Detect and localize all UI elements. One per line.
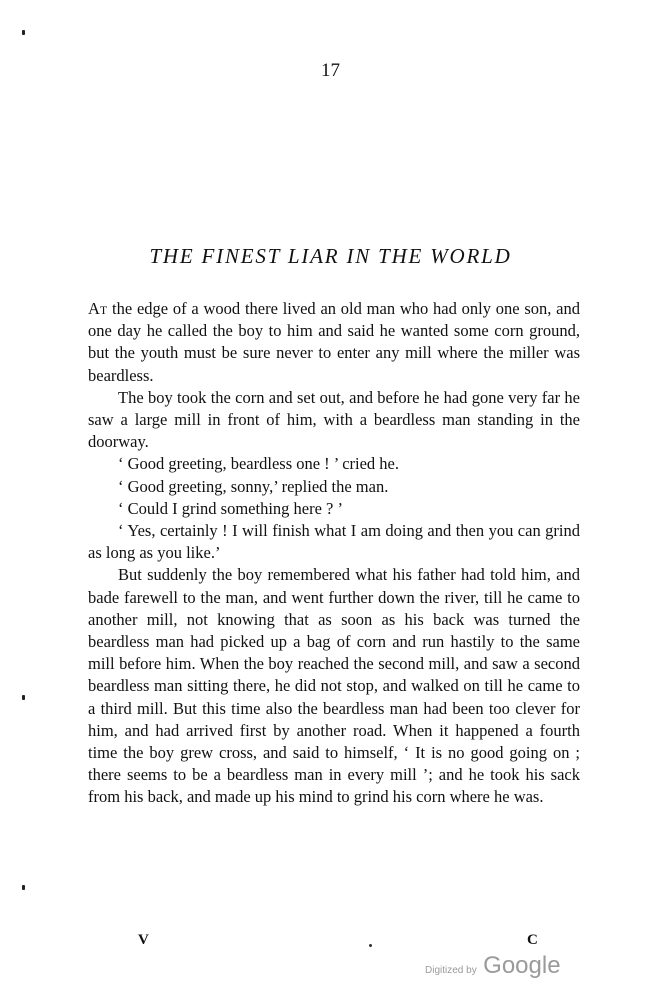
scan-mark (22, 695, 25, 700)
paragraph: But suddenly the boy remembered what his father had told him, and bade farewell to the man, and went further down the river, till he came to another mill, not knowing that as soon as his back was turned the beardless man had picked up a bag of corn and run hastily to the same mill before him. When the boy reached the second mill, and saw a second beardless man sitting there, he did not stop, and walked on till he came to a third mill. But this time also the beardless man had been too clever for him, and had arrived first by another road. When it happened a fourth time the boy grew cross, and said to himself, ‘ It is no good going on ; there seems to be a beardless man in every mill ’; and he took his sack from his back, and made up his mind to grind his corn where he was. (88, 565, 580, 807)
paragraph (88, 298, 580, 387)
paragraph: The boy took the corn and set out, and before he had gone very far he saw a large mill in front of him, with a beardless man standing in the doorway. (88, 387, 580, 452)
signature-mark-right: C (527, 932, 538, 948)
digitized-watermark (425, 952, 561, 980)
signature-dot (369, 944, 372, 947)
page-number: 17 (321, 60, 340, 81)
scan-mark (22, 885, 25, 890)
paragraph: ‘ Yes, certainly ! I will finish what I am doing and then you can grind as long as you like.’ (88, 521, 580, 563)
paragraph: ‘ Good greeting, sonny,’ replied the man. (118, 476, 389, 496)
paragraph: ‘ Good greeting, beardless one ! ’ cried he. (118, 454, 399, 474)
body-text (88, 298, 580, 809)
drop-cap: At (88, 299, 108, 318)
google-logo: Google (483, 952, 561, 979)
scan-mark (22, 30, 25, 35)
chapter-title: THE FINEST LIAR IN THE WORLD (149, 244, 512, 268)
watermark-prefix: Digitized by (425, 965, 477, 976)
signature-mark-left: V (138, 932, 149, 948)
paragraph-text: the edge of a wood there lived an old man who had only one son, and one day he called the boy to him and said he wanted some corn ground, but the youth must be sure never to enter any mill where the miller was beardless. (88, 299, 580, 385)
paragraph: ‘ Could I grind something here ? ’ (118, 498, 343, 518)
